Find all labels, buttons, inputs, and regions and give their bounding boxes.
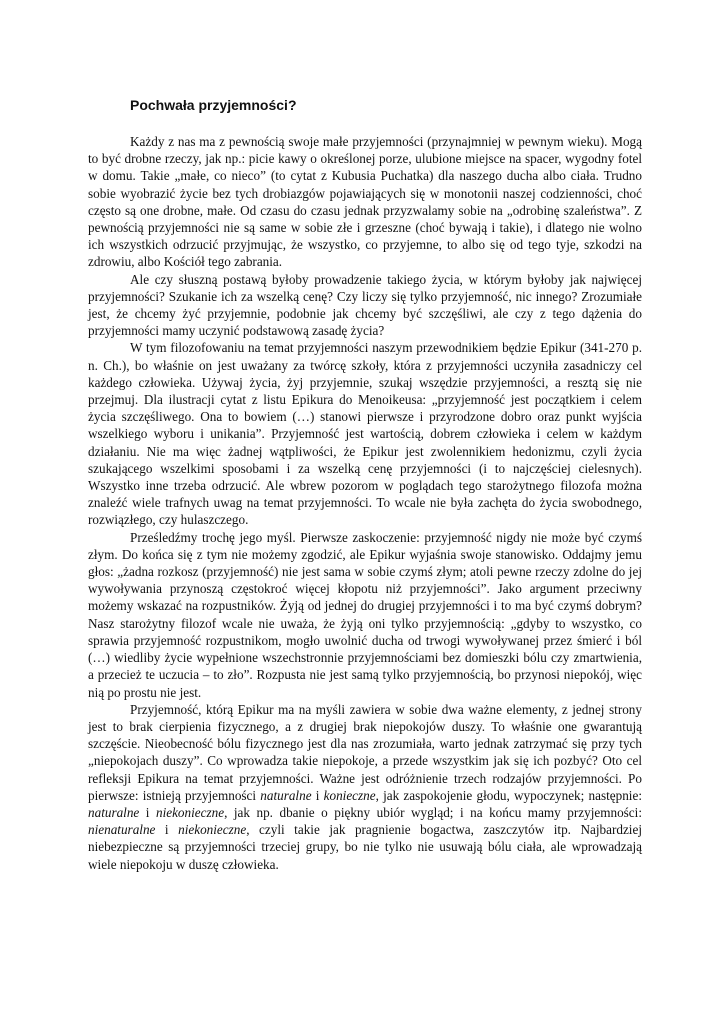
italic-term: niekonieczne — [178, 822, 247, 838]
paragraph-1: Każdy z nas ma z pewnością swoje małe przyjemności (przynajmniej w pewnym wieku). Mogą to być drobne rzeczy, jak np.: picie kawy o określonej porze, ulubione miejsce na spacer, wygodny fotel w domu. Takie „małe, co nieco” (to cytat z Kubusia Puchatka) dla naszego ducha albo ciała. Trudno sobie wyobrazić życie bez tych drobiazgów pojawiających się w monotonii naszej codzienności, choć często są one drobne, małe. Od czasu do czasu jednak przyzwalamy sobie na „odrobinę szaleństwa”. Z pewnością przyjemności nie są same w sobie złe i grzeszne (choć bywają i takie), i dlatego nie wolno ich wszystkich odrzucić przyjmując, że wszystko, co przyjemne, to albo się od tego tyje, szkodzi na zdrowiu, albo Kościół tego zabrania. — [88, 134, 642, 270]
italic-term: konieczne — [323, 787, 376, 803]
italic-term: naturalne — [88, 804, 140, 820]
italic-term: niekonieczne — [155, 804, 225, 820]
italic-term: nienaturalne — [88, 822, 156, 838]
paragraph-5-text: i — [155, 822, 179, 838]
paragraph-5-text: Przyjemność, którą Epikur ma na myśli zawiera w sobie dwa ważne elementy, z jednej strony jest to brak cierpienia fizycznego, a z drugiej brak niepokojów duszy. To właśnie one gwarantują szczęście. Nieobecność bólu fizycznego jest dla nas zrozumiała, warto jednak zatrzymać się przy tych „niepokojach duszy”. Co wprowadza takie niepokoje, a przede wszystkim jak się ich pozbyć? Oto cel refleksji Epikura na temat przyjemności. Ważne jest odróżnienie trzech rodzajów przyjemności. Po pierwsze: istnieją przyjemności — [88, 701, 642, 803]
page-title: Pochwała przyjemności? — [130, 97, 297, 113]
paragraph-5 — [88, 701, 642, 873]
paragraph-4: Prześledźmy trochę jego myśl. Pierwsze zaskoczenie: przyjemność nigdy nie może być czymś złym. Do końca się z tym nie możemy zgodzić, ale Epikur wyjaśnia swoje stanowisko. Oddajmy jemu głos: „żadna rozkosz (przyjemność) nie jest sama w sobie czymś złym; atoli pewne rzeczy zdolne do jej wywoływania przynoszą częstokroć więcej kłopotu niż przyjemności”. Jako argument przeciwny możemy wskazać na rozpustników. Żyją od jednej do drugiej przyjemności i to ma być czymś dobrym? Nasz starożytny filozof wcale nie uważa, że żyją oni tylko przyjemnością: „gdyby to wszystko, co sprawia przyjemność rozpustnikom, mogło uwolnić ducha od trwogi wywoływanej przez śmierć i ból (…) wiedliby życie wypełnione wszechstronnie przyjemnościami bez domieszki bólu czy zmartwienia, a przecież te uczucia – to zło”. Rozpusta nie jest samą tylko przyjemnością, bo przynosi niepokój, więc nią po prostu nie jest. — [88, 529, 642, 700]
paragraph-5-text: , jak np. dbanie o piękny ubiór wygląd; i na końcu mamy przyjemności: — [224, 804, 642, 820]
paragraph-5-text: , czyli takie jak pragnienie bogactwa, zaszczytów itp. Najbardziej niebezpieczne są przyjemności trzeciej grupy, bo nie tylko nie usuwają bólu ciała, ale wprowadzają wiele niepokoju w duszę człowieka. — [88, 822, 642, 872]
paragraph-3: W tym filozofowaniu na temat przyjemności naszym przewodnikiem będzie Epikur (341-270 p. n. Ch.), bo właśnie on jest uważany za twórcę szkoły, która z przyjemności uczyniła zasadniczy cel każdego człowieka. Używaj życia, żyj przyjemnie, szukaj wszędzie przyjemności, a resztą się nie przejmuj. Dla ilustracji cytat z listu Epikura do Menoikeusa: „przyjemność jest początkiem i celem życia szczęśliwego. Ona to bowiem (…) stanowi pierwsze i przyrodzone dobro oraz punkt wyjścia wszelkiego wyboru i unikania”. Przyjemność jest wartością, dobrem człowieka i celem w każdym działaniu. Nie ma więc żadnej wątpliwości, że Epikur jest zwolennikiem hedonizmu, czyli życia szukającego wszelkimi sposobami i za wszelką cenę przyjemności (i to najczęściej cielesnych). Wszystko inne trzeba odrzucić. Ale wbrew pozorom w poglądach tego starożytnego filozofa można znaleźć wiele trafnych uwag na temat przyjemności. To wcale nie była zachęta do życia swobodnego, rozwiązłego, czy hulaszczego. — [88, 340, 642, 528]
paragraph-5-text: , jak zaspokojenie głodu, wypoczynek; następnie: — [375, 787, 642, 803]
paragraph-5-text: i — [139, 804, 156, 820]
paragraph-5-text: i — [311, 787, 324, 803]
paragraph-2: Ale czy słuszną postawą byłoby prowadzenie takiego życia, w którym byłoby jak najwięcej przyjemności? Szukanie ich za wszelką cenę? Czy liczy się tylko przyjemność, nic innego? Zrozumiałe jest, że chcemy żyć przyjemnie, podobnie jak chcemy być szczęśliwi, ale czy z tego dążenia do przyjemności mamy uczynić podstawową zasadę życia? — [88, 271, 642, 339]
italic-term: naturalne — [260, 787, 312, 803]
